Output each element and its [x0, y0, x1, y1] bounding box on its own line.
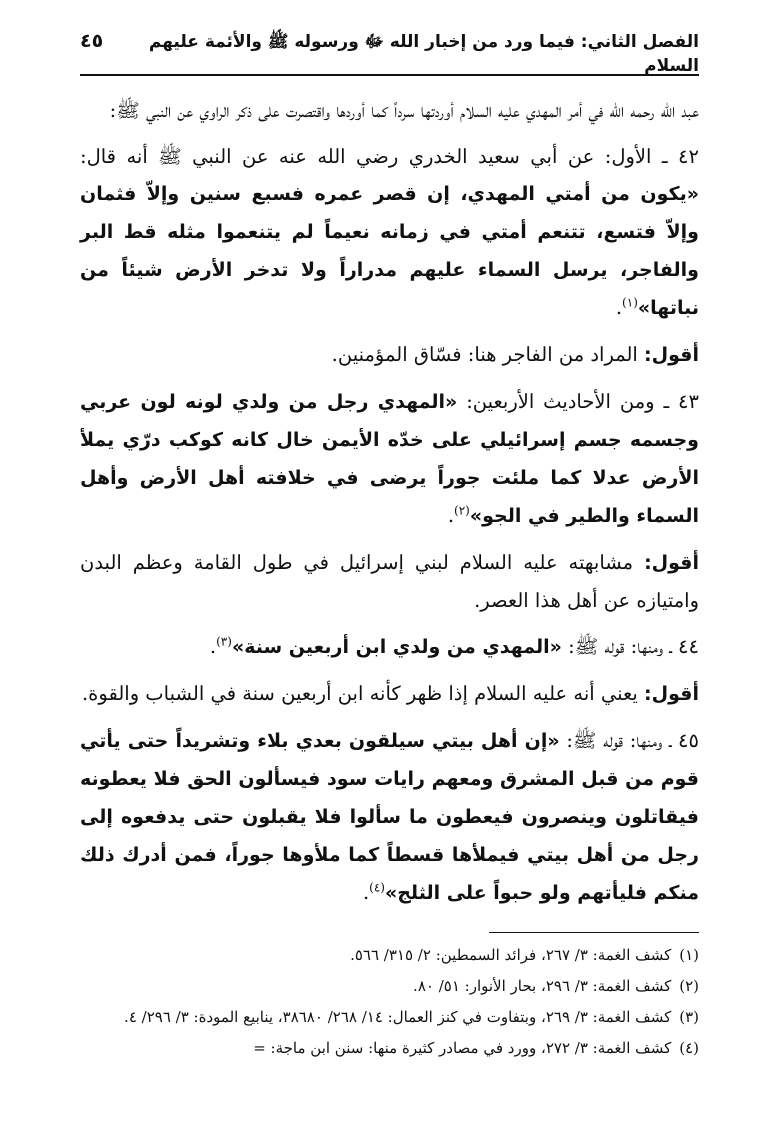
chapter-title: الفصل الثاني: فيما ورد من إخبار الله ﷻ ورسوله ﷺ والأئمة عليهم السلام — [148, 32, 699, 76]
page-number: ٤٥ — [80, 30, 104, 52]
footnote-item — [80, 1035, 699, 1062]
intro-text: عبد الله رحمه الله في أمر المهدي عليه السلام أوردتها سرداً كما أوردها واقتصرت على ذكر الراوي عن النبي ﷺ: — [109, 99, 699, 122]
hadith-45-chain: ٤٥ ـ ومنها: قوله ﷺ: — [566, 729, 699, 752]
footnotes — [80, 942, 699, 1066]
footnote-text: كشف الغمة: ٣/ ٢٧٢، وورد في مصادر كثيرة منها: سنن ابن ماجة: = — [253, 1039, 672, 1057]
footnote-text: كشف الغمة: ٣/ ٢٩٦، بحار الأنوار: ٥١/ ٨٠. — [413, 977, 672, 995]
footnote-item — [80, 942, 699, 969]
footnote-ref-2[interactable]: (٢) — [454, 503, 470, 518]
page-header — [80, 30, 699, 76]
comment-43-label: أقول: — [644, 552, 700, 574]
comment-44-label: أقول: — [644, 683, 699, 705]
hadith-44: ٤٤ ـ ومنها: قوله ﷺ: «المهدي من ولدي ابن أربعين سنة»$^{(٣)}$. — [209, 634, 699, 658]
comment-44-text: يعني أنه عليه السلام إذا ظهر كأنه ابن أربعين سنة في الشباب والقوة. — [81, 682, 638, 705]
hadith-45-text: «إن أهل بيتي سيلقون بعدي بلاء وتشريداً حتى يأتي قوم من قبل المشرق ومعهم رايات سود فيسألون الحق فلا يعطونه فيقاتلون وينصرون فيعطون ما سألوا فلا يقبلون حتى يدفعوه إلى رجل من أهل بيتي فيملأها قسطاً كما ملأوها جوراً، فمن أدرك ذلك منكم فليأتهم ولو حبواً على الثلج» — [80, 730, 699, 904]
hadith-45: ٤٥ ـ ومنها: قوله ﷺ: «إن أهل بيتي سيلقون بعدي بلاء وتشريداً حتى يأتي قوم من قبل المشرق ومعهم رايات سود فيسألون الحق فلا يعطونه فيقاتلون وينصرون فيعطون ما سألوا فلا يقبلون حتى يدفعوه إلى رجل من أهل بيتي فيملأها قسطاً كما ملأوها جوراً، فمن أدرك ذلك منكم فليأتهم ولو حبواً على الثلج»$^{(٤)}$. — [80, 729, 699, 904]
hadith-44-chain: ٤٤ ـ ومنها: قوله ﷺ: — [568, 635, 699, 658]
comment-43 — [80, 544, 699, 619]
footnote-item — [80, 1004, 699, 1031]
hadith-43-text: «المهدي رجل من ولدي لونه لون عربي وجسمه جسم إسرائيلي على خدّه الأيمن خال كانه كوكب درّي يملأ الأرض عدلا كما ملئت جوراً يرضى في خلافته أهل الأرض وأهل السماء والطير في الجو» — [80, 391, 699, 527]
footnote-ref-1[interactable]: (١) — [622, 295, 638, 310]
hadith-42: ٤٢ ـ الأول: عن أبي سعيد الخدري رضي الله عنه عن النبي ﷺ أنه قال: «يكون من أمتي المهدي، إن قصر عمره فسبع سنين وإلاّ فثمان وإلاّ فتسع، تتنعم أمتي في زمانه نعيماً لم يتنعموا مثله قط البر والفاجر، يرسل السماء عليهم مدراراً ولا تدخر الأرض شيئاً من نباتها»$^{(١)}$. — [80, 145, 699, 319]
footnote-number: (٢) — [679, 977, 699, 995]
header-divider — [80, 74, 699, 76]
hadith-42-text: «يكون من أمتي المهدي، إن قصر عمره فسبع سنين وإلاّ فثمان وإلاّ فتسع، تتنعم أمتي في زمانه نعيماً لم يتنعموا مثله قط البر والفاجر، يرسل السماء عليهم مدراراً ولا تدخر الأرض شيئاً من نباتها» — [80, 183, 699, 319]
main-text — [80, 92, 699, 921]
footnote-ref-3[interactable]: (٣) — [216, 634, 232, 649]
footnote-number: (٣) — [679, 1008, 699, 1026]
footnote-item — [80, 973, 699, 1000]
comment-42-label: أقول: — [644, 344, 699, 366]
footnote-number: (٤) — [679, 1039, 699, 1057]
hadith-43-chain: ٤٣ ـ ومن الأحاديث الأربعين: — [466, 390, 699, 413]
footnote-number: (١) — [679, 946, 699, 964]
comment-43-text: مشابهته عليه السلام لبني إسرائيل في طول القامة وعظم البدن وامتيازه عن أهل هذا العصر. — [80, 551, 699, 612]
comment-42 — [80, 336, 699, 374]
hadith-42-chain: ٤٢ ـ الأول: عن أبي سعيد الخدري رضي الله عنه عن النبي ﷺ أنه قال: — [80, 145, 699, 168]
footnote-divider — [489, 932, 699, 933]
footnote-ref-4[interactable]: (٤) — [369, 880, 385, 895]
paragraph-intro — [80, 92, 699, 129]
comment-44 — [80, 675, 699, 713]
comment-42-text: المراد من الفاجر هنا: فسّاق المؤمنين. — [331, 343, 638, 366]
hadith-43: ٤٣ ـ ومن الأحاديث الأربعين: «المهدي رجل من ولدي لونه لون عربي وجسمه جسم إسرائيلي على خدّه الأيمن خال كانه كوكب درّي يملأ الأرض عدلا كما ملئت جوراً يرضى في خلافته أهل الأرض وأهل السماء والطير في الجو»$^{(٢)}$. — [80, 390, 699, 527]
footnote-text: كشف الغمة: ٣/ ٢٦٩، وبتفاوت في كنز العمال: ١٤/ ٢٦٨/ ٣٨٦٨٠، ينابيع المودة: ٣/ ٢٩٦/ ٤. — [124, 1008, 672, 1026]
footnote-text: كشف الغمة: ٣/ ٢٦٧، فرائد السمطين: ٢/ ٣١٥/ ٥٦٦. — [350, 946, 672, 964]
hadith-44-text: «المهدي من ولدي ابن أربعين سنة» — [231, 636, 562, 658]
